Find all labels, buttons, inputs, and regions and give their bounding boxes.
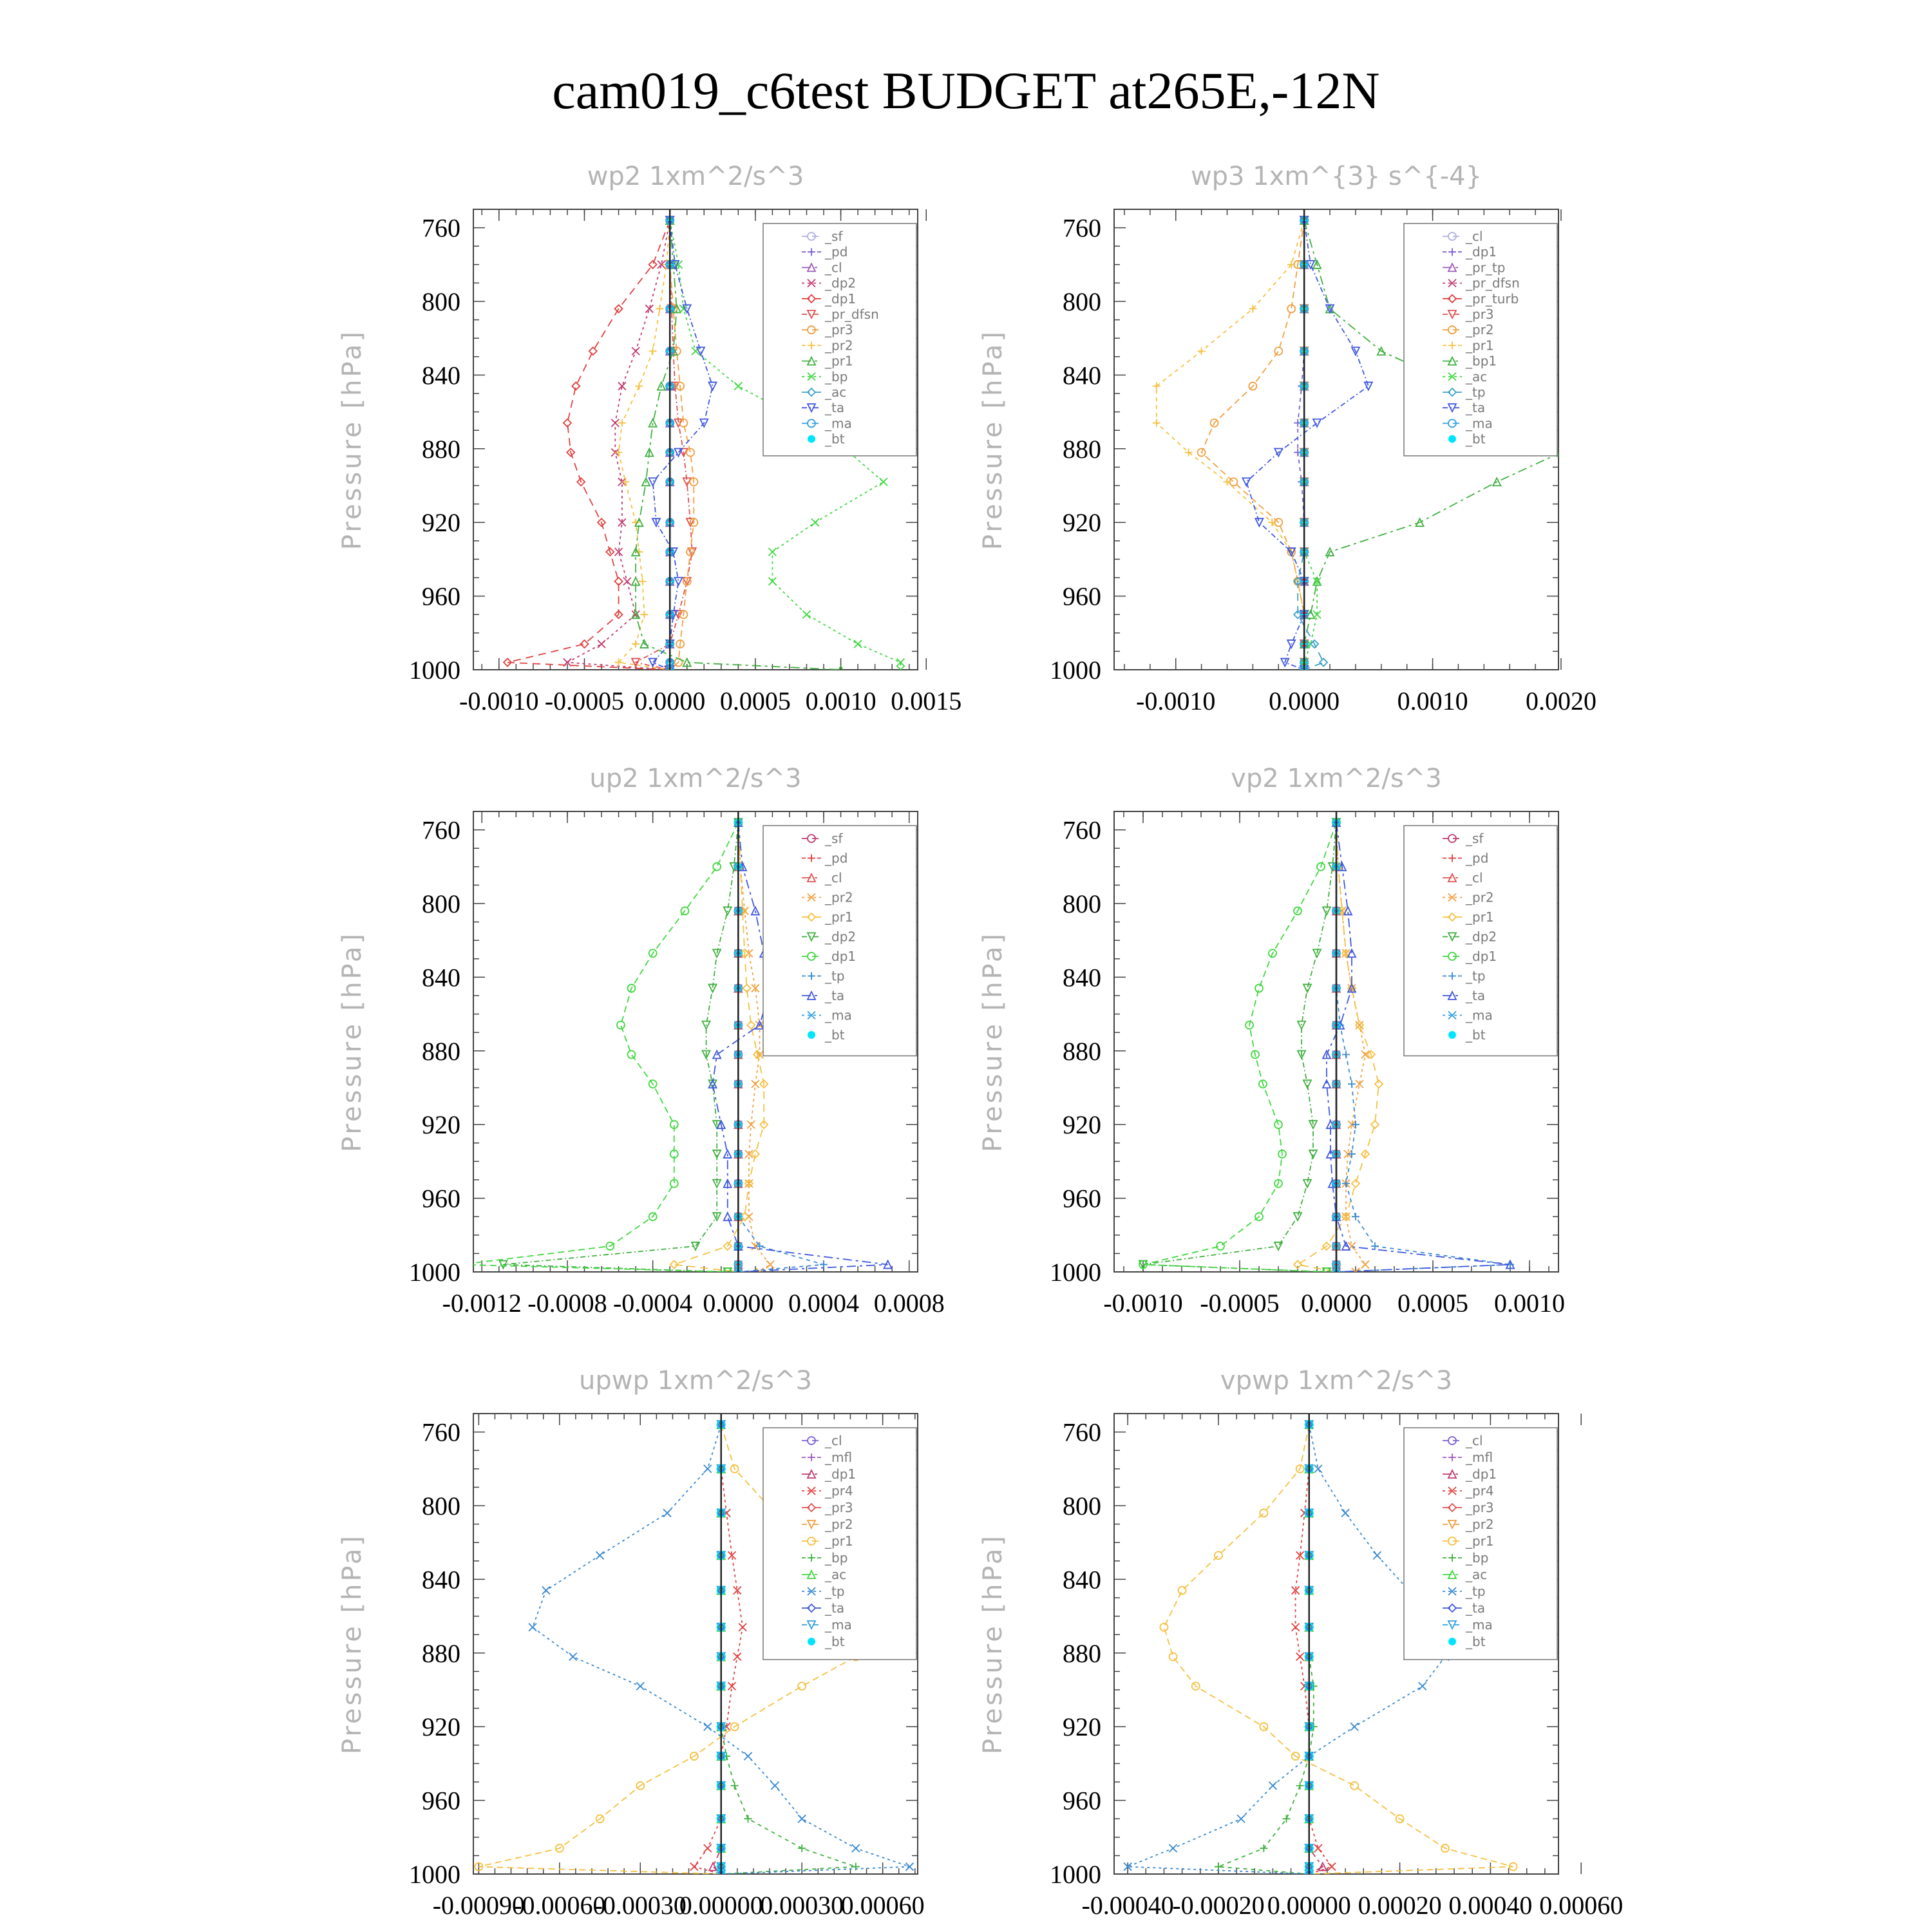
legend-marker <box>808 435 815 443</box>
x-tick-label: 0.0000 <box>1269 687 1340 715</box>
legend-label: _ma <box>1466 415 1493 431</box>
legend-label: _bt <box>1466 1634 1486 1649</box>
y-tick-label: 1000 <box>1050 1258 1101 1287</box>
legend-label: _dp1 <box>825 949 857 964</box>
legend <box>1404 223 1557 456</box>
y-tick-label: 960 <box>1063 1786 1101 1815</box>
legend-label: _pr_dfsn <box>825 307 879 322</box>
panel-title: wp3 1xm^{3} s^{-4} <box>1190 162 1482 191</box>
legend-label: _dp2 <box>1466 929 1497 945</box>
legend-label: _dp1 <box>1466 244 1497 260</box>
x-tick-label: 0.0005 <box>719 687 791 715</box>
y-tick-label: 840 <box>1063 963 1101 992</box>
x-tick-label: -0.0010 <box>1103 1289 1183 1318</box>
y-tick-label: 800 <box>1063 889 1101 918</box>
legend-label: _pr1 <box>825 909 853 925</box>
x-tick-label: 0.0000 <box>634 687 706 715</box>
y-axis-label: Pressure [hPa] <box>978 1533 1008 1754</box>
y-tick-label: 1000 <box>409 1860 460 1889</box>
legend-label: _ta <box>825 1600 845 1616</box>
legend-label: _ma <box>1466 1007 1493 1023</box>
legend-label: _pr3 <box>1466 1500 1494 1515</box>
x-tick-label: -0.00030 <box>594 1891 687 1920</box>
y-tick-label: 800 <box>422 287 460 316</box>
legend-label: _bt <box>825 431 845 447</box>
x-tick-label: 0.0010 <box>805 687 876 715</box>
x-tick-label: 0.0004 <box>788 1289 860 1318</box>
y-tick-label: 960 <box>422 1184 460 1213</box>
y-tick-label: 960 <box>1063 1184 1101 1213</box>
legend-label: _pr2 <box>825 889 853 905</box>
x-tick-label: -0.0005 <box>1200 1289 1280 1318</box>
legend-label: _cl <box>1466 229 1483 244</box>
legend-label: _pr1 <box>1466 1533 1494 1549</box>
x-tick-label: -0.0004 <box>612 1289 693 1318</box>
x-tick-label: -0.00060 <box>513 1891 606 1920</box>
legend-label: _pr2 <box>825 1517 853 1532</box>
y-tick-label: 800 <box>1063 287 1101 316</box>
x-tick-label: -0.0012 <box>442 1289 522 1318</box>
legend-label: _pr3 <box>825 1500 853 1515</box>
x-tick-label: -0.00040 <box>1081 1891 1174 1920</box>
legend-label: _ta <box>825 400 845 416</box>
legend-label: _pd <box>825 244 848 260</box>
legend-label: _pr4 <box>1466 1483 1494 1499</box>
y-tick-label: 880 <box>422 1638 460 1668</box>
y-tick-label: 880 <box>1063 1638 1101 1668</box>
x-tick-label: 0.0015 <box>891 687 962 715</box>
legend-label: _sf <box>825 831 843 846</box>
y-tick-label: 960 <box>1063 582 1101 611</box>
legend-marker <box>1448 435 1456 443</box>
legend-label: _tp <box>1466 384 1486 400</box>
legend-label: _pr2 <box>1466 1517 1494 1532</box>
legend-label: _bt <box>825 1634 845 1649</box>
y-tick-label: 840 <box>422 963 460 992</box>
x-tick-label: 0.00060 <box>1539 1891 1624 1920</box>
x-tick-label: -0.0008 <box>527 1289 607 1318</box>
x-tick-label: 0.00020 <box>1358 1891 1442 1920</box>
legend-label: _pd <box>1466 850 1489 866</box>
legend-label: _pr2 <box>1466 322 1494 338</box>
legend-label: _ma <box>825 1007 852 1023</box>
x-tick-label: 0.0020 <box>1525 687 1596 715</box>
legend-label: _ta <box>1466 400 1486 416</box>
legend-marker <box>808 1638 815 1645</box>
x-tick-label: 0.0000 <box>703 1289 774 1318</box>
legend-label: _tp <box>825 1584 845 1599</box>
legend-label: _ac <box>1466 368 1488 384</box>
legend-label: _ma <box>825 415 852 431</box>
legend-label: _pr4 <box>825 1483 853 1499</box>
legend-label: _dp2 <box>825 929 857 945</box>
figure-title: cam019_c6test BUDGET at265E,-12N <box>552 61 1380 120</box>
x-tick-label: 0.00060 <box>840 1891 925 1920</box>
legend-label: _pr3 <box>825 322 853 338</box>
y-tick-label: 760 <box>1063 213 1101 243</box>
legend-label: _bp <box>825 368 848 384</box>
legend-label: _ta <box>1466 988 1486 1003</box>
y-tick-label: 920 <box>422 1110 460 1140</box>
y-tick-label: 960 <box>422 1786 460 1815</box>
x-tick-label: 0.0000 <box>1301 1289 1372 1318</box>
legend-label: _ta <box>1466 1600 1486 1616</box>
legend-label: _cl <box>1466 870 1483 886</box>
y-axis-label: Pressure [hPa] <box>337 329 367 550</box>
legend-label: _ac <box>825 384 847 400</box>
legend-label: _ma <box>825 1617 852 1633</box>
legend-label: _bt <box>1466 1027 1486 1043</box>
legend-marker <box>808 1031 815 1039</box>
legend-label: _pd <box>825 850 848 866</box>
legend <box>1404 826 1557 1056</box>
y-tick-label: 840 <box>1063 361 1101 390</box>
legend-label: _dp1 <box>1466 1466 1497 1482</box>
legend-label: _pr1 <box>1466 337 1494 354</box>
legend-label: _pr1 <box>825 353 853 369</box>
legend <box>763 223 916 456</box>
x-tick-label: -0.00090 <box>432 1891 526 1920</box>
x-tick-label: -0.0010 <box>1136 687 1216 715</box>
legend-label: _dp1 <box>825 290 857 307</box>
y-tick-label: 800 <box>422 889 460 918</box>
panel-title: wp2 1xm^2/s^3 <box>587 162 804 191</box>
x-tick-label: 0.00000 <box>1267 1891 1351 1920</box>
legend-label: _bt <box>1466 431 1486 447</box>
legend-label: _mfl <box>825 1450 853 1465</box>
x-tick-label: 0.00030 <box>760 1891 844 1920</box>
panel-title: vp2 1xm^2/s^3 <box>1231 764 1442 793</box>
panel-title: up2 1xm^2/s^3 <box>589 764 802 793</box>
legend-label: _sf <box>1466 831 1484 846</box>
legend-label: _bt <box>825 1027 845 1043</box>
x-tick-label: 0.0010 <box>1494 1289 1565 1318</box>
y-axis-label: Pressure [hPa] <box>337 931 367 1152</box>
y-tick-label: 840 <box>422 1565 460 1595</box>
legend-label: _ma <box>1466 1617 1493 1633</box>
legend-label: _pr2 <box>825 337 853 354</box>
legend-label: _cl <box>1466 1433 1483 1448</box>
legend-label: _cl <box>825 260 842 276</box>
y-tick-label: 920 <box>1063 1712 1101 1742</box>
y-tick-label: 760 <box>1063 1417 1101 1447</box>
panel-title: upwp 1xm^2/s^3 <box>579 1366 812 1396</box>
y-tick-label: 880 <box>1063 434 1101 464</box>
y-axis-label: Pressure [hPa] <box>337 1533 367 1754</box>
legend-label: _ac <box>825 1567 847 1582</box>
y-tick-label: 760 <box>422 815 460 845</box>
legend-label: _pr_dfsn <box>1466 275 1520 291</box>
legend-label: _pr3 <box>1466 307 1494 322</box>
x-tick-label: 0.0010 <box>1397 687 1468 715</box>
y-tick-label: 760 <box>1063 815 1101 845</box>
legend-label: _cl <box>825 1433 842 1448</box>
x-tick-label: 0.0008 <box>873 1289 945 1318</box>
legend <box>763 826 916 1056</box>
y-axis-label: Pressure [hPa] <box>978 931 1008 1152</box>
y-tick-label: 880 <box>422 1036 460 1066</box>
y-tick-label: 760 <box>422 1417 460 1447</box>
y-tick-label: 1000 <box>1050 656 1101 685</box>
y-tick-label: 960 <box>422 582 460 611</box>
x-tick-label: 0.00000 <box>679 1891 763 1920</box>
x-tick-label: 0.0005 <box>1397 1289 1468 1318</box>
legend-label: _sf <box>825 229 843 244</box>
y-tick-label: 840 <box>422 361 460 390</box>
legend-label: _tp <box>1466 968 1486 984</box>
y-tick-label: 920 <box>422 508 460 538</box>
y-tick-label: 920 <box>422 1712 460 1742</box>
legend-label: _pr1 <box>1466 909 1494 925</box>
y-tick-label: 840 <box>1063 1565 1101 1595</box>
x-tick-label: 0.00040 <box>1448 1891 1533 1920</box>
x-tick-label: -0.0010 <box>459 687 539 715</box>
legend-label: _pr1 <box>825 1533 853 1549</box>
y-tick-label: 800 <box>422 1492 460 1520</box>
panel-title: vpwp 1xm^2/s^3 <box>1220 1366 1453 1396</box>
legend <box>1404 1428 1557 1660</box>
legend-marker <box>1448 1031 1456 1039</box>
legend-label: _pr_turb <box>1466 290 1519 307</box>
legend-label: _pr2 <box>1466 889 1494 905</box>
legend <box>763 1428 916 1660</box>
y-tick-label: 1000 <box>409 1258 460 1287</box>
y-tick-label: 880 <box>422 434 460 464</box>
y-tick-label: 920 <box>1063 508 1101 538</box>
y-tick-label: 800 <box>1063 1492 1101 1520</box>
y-tick-label: 1000 <box>409 656 460 685</box>
y-axis-label: Pressure [hPa] <box>978 329 1008 550</box>
legend-label: _tp <box>825 968 845 984</box>
legend-label: _bp1 <box>1466 353 1497 369</box>
legend-label: _tp <box>1466 1584 1486 1599</box>
legend-label: _dp2 <box>825 275 857 291</box>
legend-marker <box>1448 1638 1456 1645</box>
legend-label: _mfl <box>1466 1450 1493 1465</box>
legend-label: _dp1 <box>825 1466 857 1482</box>
legend-label: _bp <box>825 1550 848 1566</box>
y-tick-label: 880 <box>1063 1036 1101 1066</box>
y-tick-label: 920 <box>1063 1110 1101 1140</box>
legend-label: _pr_tp <box>1466 260 1506 276</box>
x-tick-label: -0.00020 <box>1172 1891 1265 1920</box>
legend-label: _ac <box>1466 1567 1488 1582</box>
legend-label: _ta <box>825 988 845 1003</box>
y-tick-label: 760 <box>422 213 460 243</box>
legend-label: _dp1 <box>1466 949 1497 964</box>
legend-label: _cl <box>825 870 842 886</box>
y-tick-label: 1000 <box>1050 1860 1101 1889</box>
x-tick-label: -0.0005 <box>544 687 625 715</box>
legend-label: _bp <box>1466 1550 1489 1566</box>
